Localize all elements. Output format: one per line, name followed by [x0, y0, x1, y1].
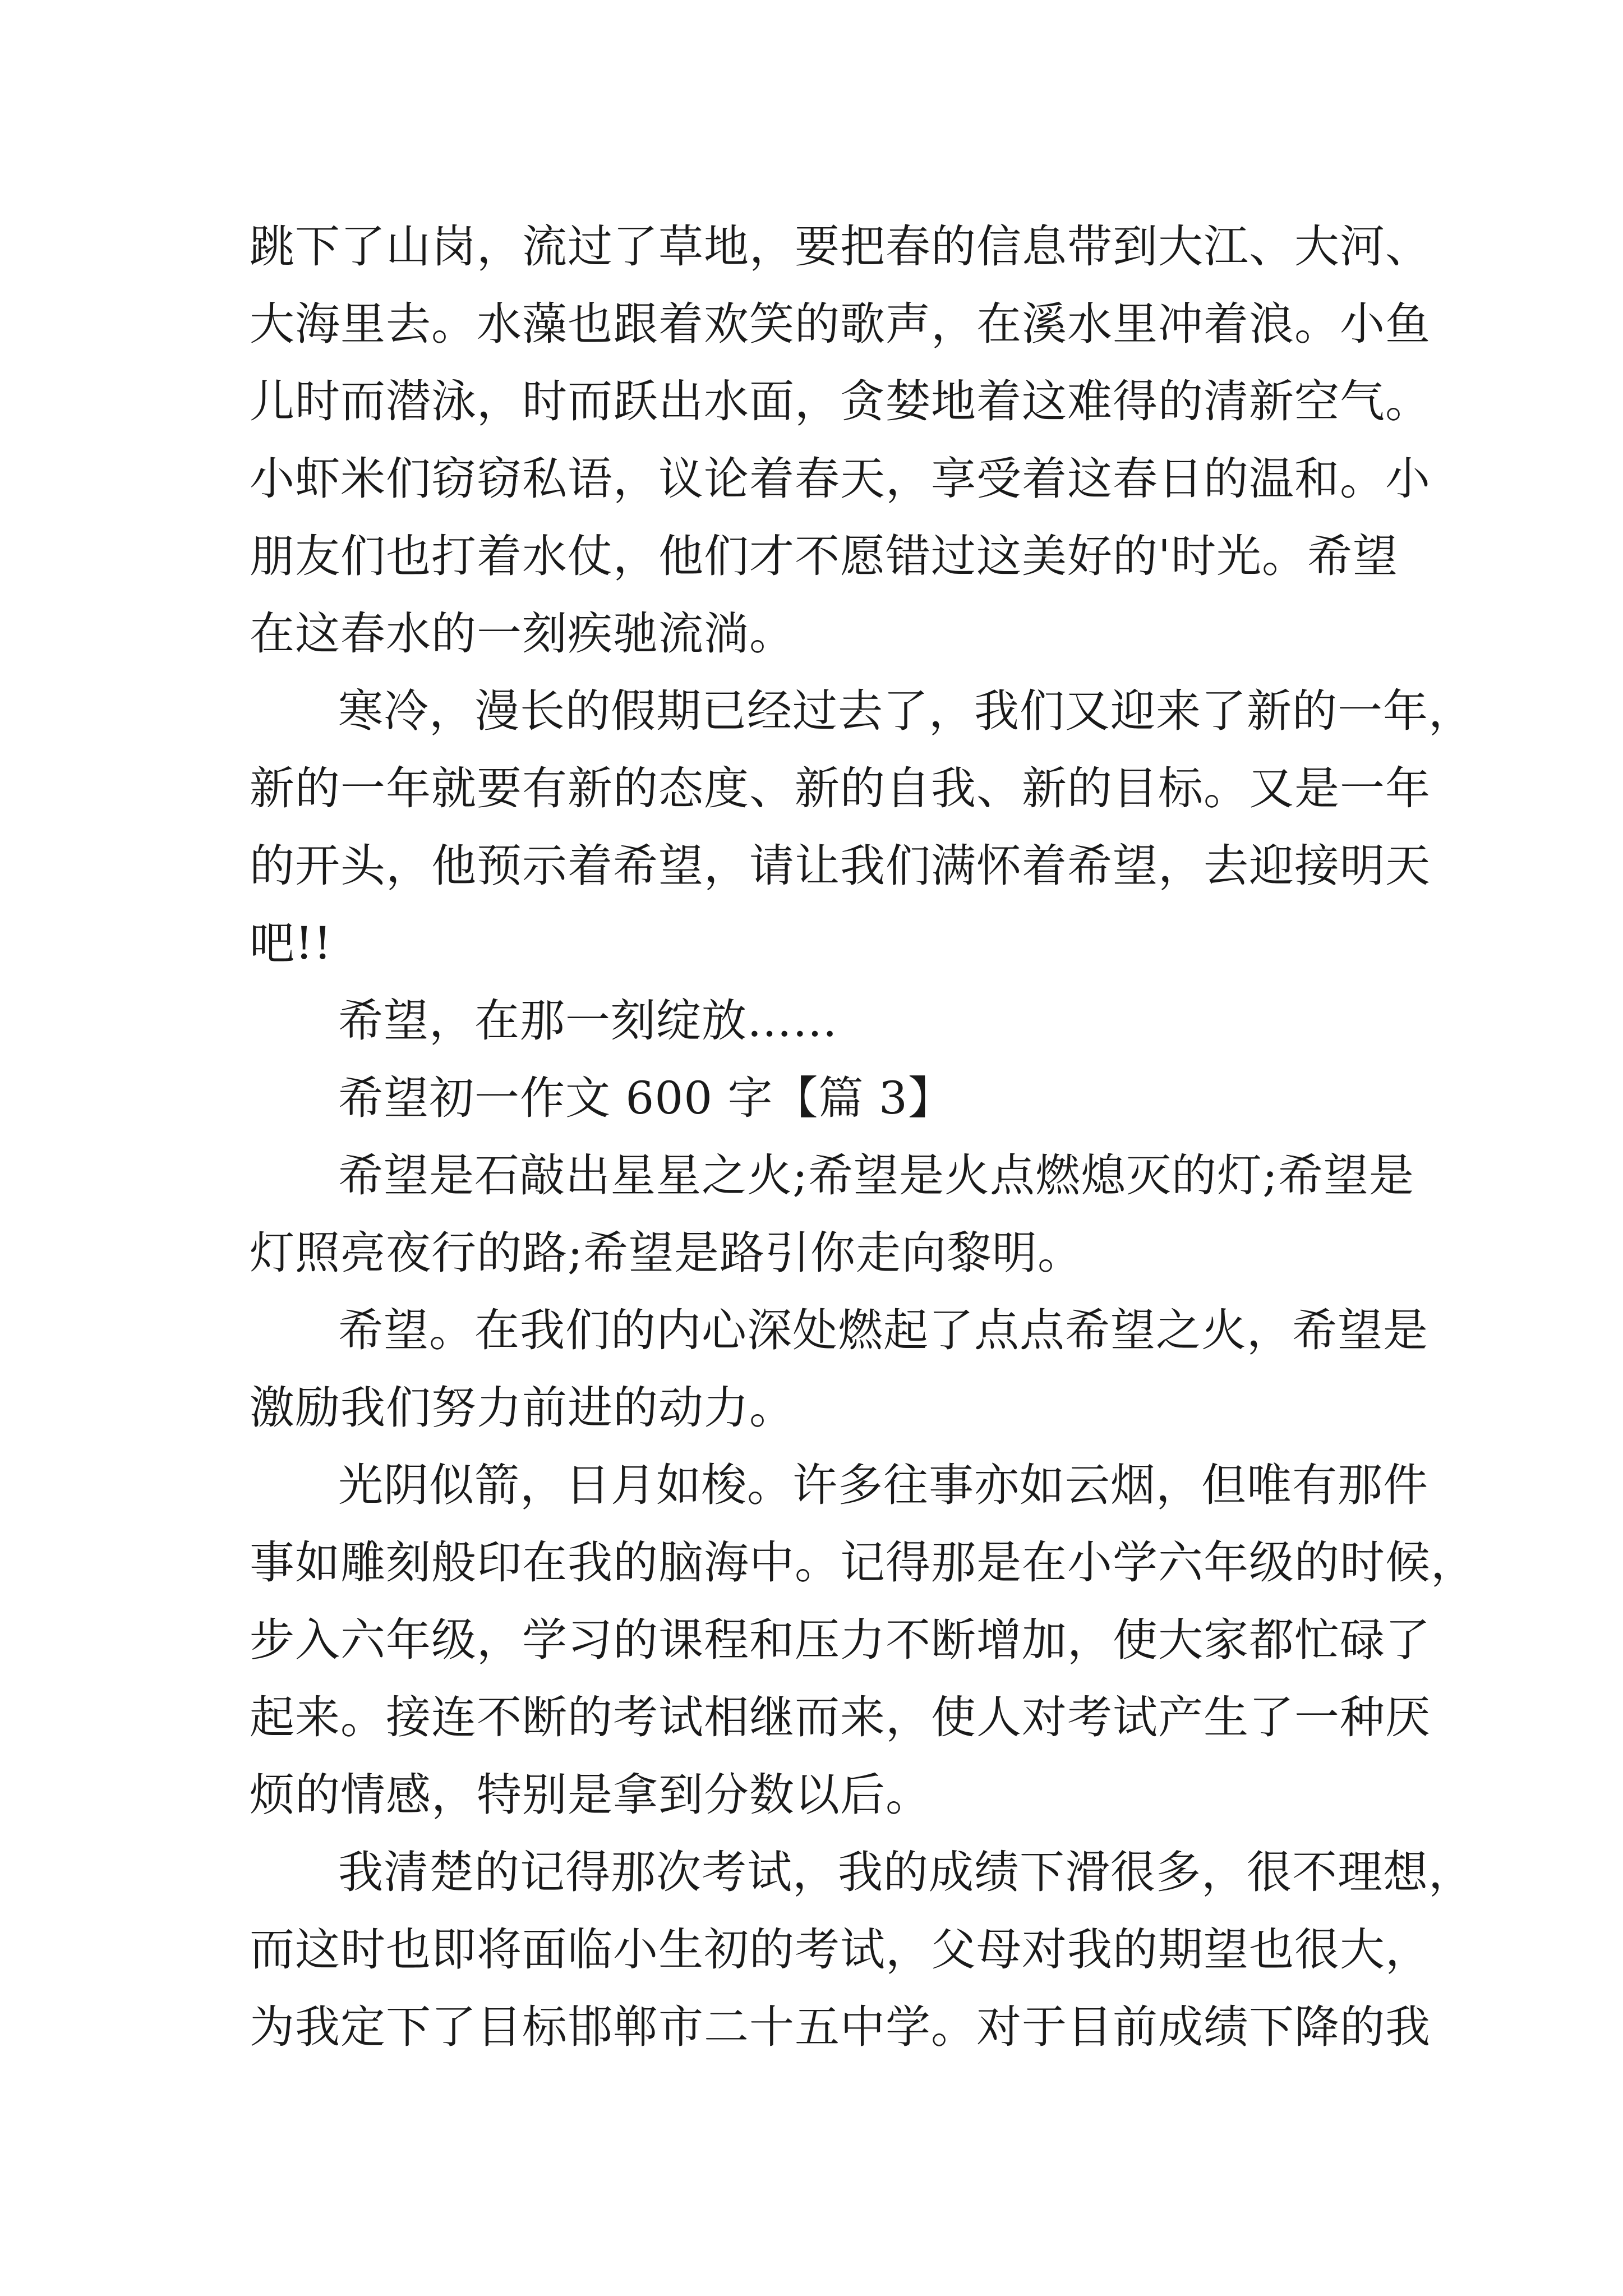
section-heading: 希望初一作文 600 字【篇 3】: [338, 1072, 953, 1124]
paragraph-first-line: 希望。在我们的内心深处燃起了点点希望之火，希望是: [338, 1304, 1428, 1356]
paragraph-first-line: 我清楚的记得那次考试，我的成绩下滑很多，很不理想，: [338, 1846, 1474, 1898]
text-line: 在这春水的一刻疾驰流淌。: [250, 608, 795, 660]
text-line: 吧!!: [250, 917, 333, 969]
text-line: 大海里去。水藻也跟着欢笑的歌声，在溪水里冲着浪。小鱼: [250, 298, 1431, 350]
text-line: 事如雕刻般印在我的脑海中。记得那是在小学六年级的时候，: [250, 1536, 1476, 1589]
text-line: 烦的情感，特别是拿到分数以后。: [250, 1769, 931, 1821]
text-line: 为我定下了目标邯郸市二十五中学。对于目前成绩下降的我: [250, 2001, 1431, 2053]
paragraph-first-line: 寒冷，漫长的假期已经过去了，我们又迎来了新的一年，: [338, 685, 1474, 737]
text-line: 的开头，他预示着希望，请让我们满怀着希望，去迎接明天: [250, 840, 1431, 892]
text-line: 小虾米们窃窃私语，议论着春天，享受着这春日的温和。小: [250, 453, 1431, 505]
text-line: 跳下了山岗，流过了草地，要把春的信息带到大江、大河、: [250, 220, 1431, 273]
paragraph-first-line: 光阴似箭，日月如梭。许多往事亦如云烟，但唯有那件: [338, 1459, 1428, 1511]
paragraph-first-line: 希望，在那一刻绽放……: [338, 995, 838, 1047]
text-line: 起来。接连不断的考试相继而来，使人对考试产生了一种厌: [250, 1691, 1431, 1743]
text-line: 步入六年级，学习的课程和压力不断增加，使大家都忙碌了: [250, 1614, 1431, 1666]
text-line: 灯照亮夜行的路;希望是路引你走向黎明。: [250, 1227, 1083, 1279]
text-line: 而这时也即将面临小生初的考试，父母对我的期望也很大，: [250, 1924, 1431, 1976]
text-line: 朋友们也打着水仗，他们才不愿错过这美好的'时光。希望: [250, 530, 1398, 582]
paragraph-first-line: 希望是石敲出星星之火;希望是火点燃熄灭的灯;希望是: [338, 1149, 1414, 1202]
text-line: 儿时而潜泳，时而跃出水面，贪婪地着这难得的清新空气。: [250, 375, 1431, 427]
text-line: 新的一年就要有新的态度、新的自我、新的目标。又是一年: [250, 762, 1431, 815]
text-line: 激励我们努力前进的动力。: [250, 1382, 795, 1434]
